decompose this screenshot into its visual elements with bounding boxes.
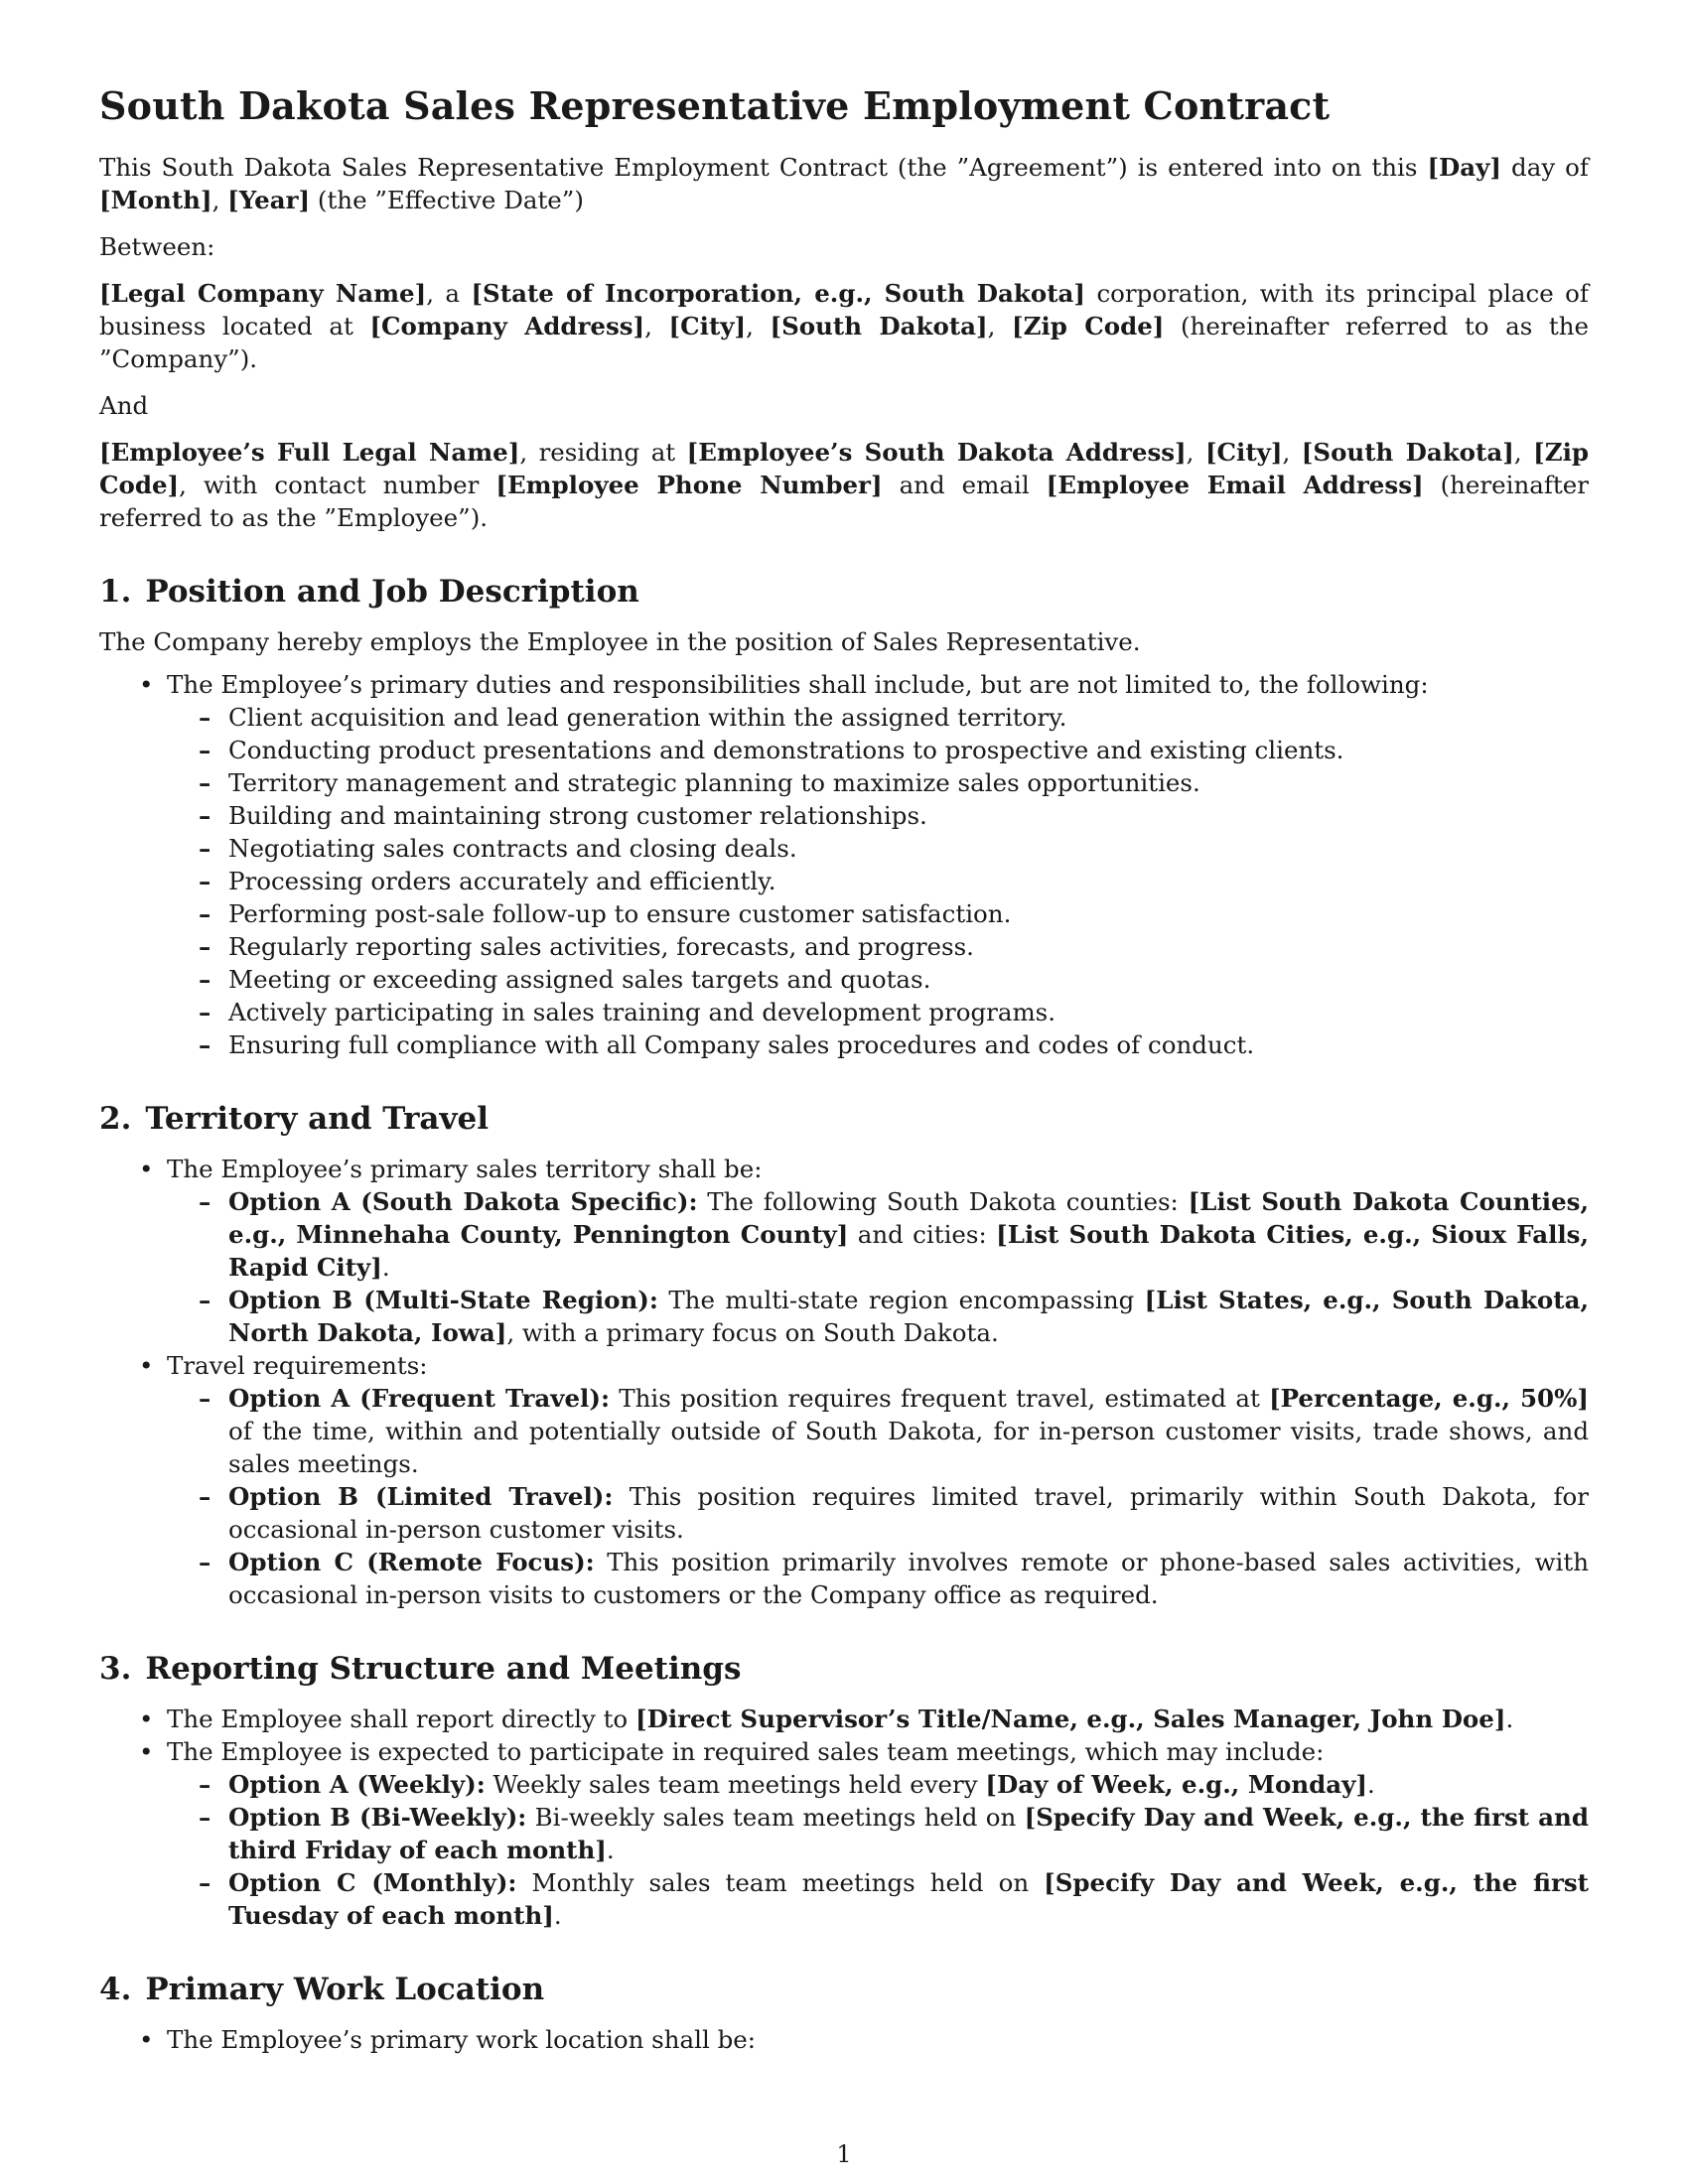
meeting-options bbox=[167, 1768, 1589, 1932]
section-title: Primary Work Location bbox=[145, 1972, 545, 2007]
employee-text: , bbox=[1282, 438, 1302, 467]
meeting-option-a bbox=[167, 1768, 1589, 1801]
company-city-placeholder: [City] bbox=[668, 312, 747, 341]
option-text: . bbox=[606, 1836, 615, 1864]
section-number: 4. bbox=[99, 1972, 132, 2007]
list-item bbox=[99, 1153, 1589, 1349]
intro-text: day of bbox=[1501, 153, 1589, 182]
option-text: Monthly sales team meetings held on bbox=[516, 1868, 1045, 1897]
section-title: Position and Job Description bbox=[145, 574, 639, 610]
option-label: Option A (Weekly): bbox=[228, 1770, 486, 1799]
intro-text: , bbox=[211, 186, 228, 214]
employee-text: , bbox=[1186, 438, 1205, 467]
list-item: • The Employee’s primary work location shall be: bbox=[99, 2023, 1589, 2056]
employee-phone-placeholder: [Employee Phone Number] bbox=[495, 471, 883, 499]
duty-item: – Meeting or exceeding assigned sales targets and quotas. bbox=[167, 963, 1589, 996]
duty-item: – Performing post-sale follow-up to ensure customer satisfaction. bbox=[167, 897, 1589, 930]
list-item-text: The Employee’s primary duties and responsibilities shall include, but are not limited to, the following: bbox=[167, 670, 1429, 699]
option-text: This position requires limited travel, primarily within South Dakota, for occasional in-person customer visits. bbox=[228, 1482, 1590, 1544]
employee-state-placeholder: [South Dakota] bbox=[1301, 438, 1514, 467]
duties-list bbox=[167, 701, 1589, 1061]
travel-option-b bbox=[167, 1480, 1589, 1546]
option-text: This position requires frequent travel, estimated at bbox=[610, 1384, 1270, 1413]
day-placeholder: [Day] bbox=[1427, 153, 1502, 182]
list-item-text: . bbox=[1505, 1705, 1514, 1733]
section-number: 1. bbox=[99, 574, 132, 610]
employee-text: and email bbox=[882, 471, 1047, 499]
year-placeholder: [Year] bbox=[227, 186, 311, 214]
intro-text: This South Dakota Sales Representative Employment Contract (the ”Agreement”) is entered into on this bbox=[99, 153, 1428, 182]
option-text: This position primarily involves remote or phone-based sales activities, with occasional in-person visits to customers or the Company office as required. bbox=[228, 1548, 1589, 1609]
document-title: South Dakota Sales Representative Employment Contract bbox=[99, 83, 1331, 128]
employee-address-placeholder: [Employee’s South Dakota Address] bbox=[686, 438, 1187, 467]
section-heading-position bbox=[99, 572, 1589, 612]
travel-option-c bbox=[167, 1546, 1589, 1611]
option-label: Option B (Limited Travel): bbox=[228, 1482, 614, 1511]
option-label: Option A (Frequent Travel): bbox=[228, 1384, 610, 1413]
option-label: Option C (Remote Focus): bbox=[228, 1548, 595, 1576]
day-of-week-placeholder: [Day of Week, e.g., Monday] bbox=[985, 1770, 1367, 1799]
list-item bbox=[99, 1349, 1589, 1611]
list-item bbox=[99, 668, 1589, 1061]
option-label: Option A (South Dakota Specific): bbox=[228, 1187, 698, 1216]
option-text: Weekly sales team meetings held every bbox=[485, 1770, 986, 1799]
territory-option-b bbox=[167, 1284, 1589, 1349]
list-item bbox=[99, 1735, 1589, 1932]
intro-paragraph bbox=[99, 151, 1589, 216]
employee-paragraph bbox=[99, 436, 1589, 534]
company-name-placeholder: [Legal Company Name] bbox=[99, 279, 427, 308]
territory-option-a bbox=[167, 1185, 1589, 1284]
option-text: . bbox=[553, 1901, 562, 1930]
section-title: Territory and Travel bbox=[145, 1101, 490, 1137]
section-heading-location bbox=[99, 1970, 1589, 2009]
state-placeholder: [State of Incorporation, e.g., South Dakota] bbox=[471, 279, 1086, 308]
company-state-placeholder: [South Dakota] bbox=[770, 312, 988, 341]
employee-email-placeholder: [Employee Email Address] bbox=[1046, 471, 1424, 499]
option-label: Option B (Bi-Weekly): bbox=[228, 1803, 527, 1832]
cities-placeholder: [List South Dakota Cities, e.g., Sioux Falls, Rapid City] bbox=[228, 1220, 1590, 1282]
travel-option-a bbox=[167, 1382, 1589, 1480]
list-item-text: Travel requirements: bbox=[167, 1351, 428, 1380]
territory-list bbox=[99, 1153, 1589, 1611]
option-text: The multi-state region encompassing bbox=[657, 1286, 1145, 1314]
company-text: , bbox=[987, 312, 1012, 341]
position-intro: The Company hereby employs the Employee in the position of Sales Representative. bbox=[99, 627, 1141, 656]
day-week-placeholder: [Specify Day and Week, e.g., the first Tuesday of each month] bbox=[228, 1868, 1589, 1930]
option-text: and cities: bbox=[848, 1220, 997, 1249]
document-page bbox=[99, 83, 1589, 2056]
duty-item: – Negotiating sales contracts and closing deals. bbox=[167, 832, 1589, 865]
reporting-list bbox=[99, 1703, 1589, 1932]
duty-item: – Conducting product presentations and demonstrations to prospective and existing clients. bbox=[167, 734, 1589, 766]
location-list bbox=[99, 2023, 1589, 2056]
list-item bbox=[99, 1703, 1589, 1735]
company-text: corporation, with its principal place of business located at bbox=[99, 279, 1589, 341]
section-heading-territory bbox=[99, 1099, 1589, 1139]
meeting-option-c bbox=[167, 1866, 1589, 1932]
month-placeholder: [Month] bbox=[99, 186, 212, 214]
section-heading-reporting bbox=[99, 1649, 1589, 1689]
duty-item: – Actively participating in sales training and development programs. bbox=[167, 996, 1589, 1028]
employee-zip-placeholder: [Zip Code] bbox=[99, 438, 1590, 499]
duty-item: – Client acquisition and lead generation within the assigned territory. bbox=[167, 701, 1589, 734]
option-text: of the time, within and potentially outside of South Dakota, for in-person customer visits, trade shows, and sales meetings. bbox=[228, 1417, 1589, 1478]
and-label: And bbox=[99, 391, 149, 420]
duty-item: – Processing orders accurately and efficiently. bbox=[167, 865, 1589, 897]
list-item-text: The Employee is expected to participate in required sales team meetings, which may include: bbox=[167, 1737, 1325, 1766]
employee-city-placeholder: [City] bbox=[1204, 438, 1283, 467]
duty-item: – Territory management and strategic planning to maximize sales opportunities. bbox=[167, 766, 1589, 799]
travel-options bbox=[167, 1382, 1589, 1611]
section-number: 2. bbox=[99, 1101, 132, 1137]
intro-text: (the ”Effective Date”) bbox=[310, 186, 584, 214]
option-label: Option C (Monthly): bbox=[228, 1868, 517, 1897]
employee-text: (hereinafter referred to as the ”Employee”). bbox=[99, 471, 1589, 532]
section-number: 3. bbox=[99, 1651, 132, 1687]
counties-placeholder: [List South Dakota Counties, e.g., Minnehaha County, Pennington County] bbox=[228, 1187, 1589, 1249]
option-text: Bi-weekly sales team meetings held on bbox=[526, 1803, 1025, 1832]
company-address-placeholder: [Company Address] bbox=[369, 312, 645, 341]
company-text: , bbox=[746, 312, 771, 341]
option-text: . bbox=[381, 1253, 390, 1282]
section-title: Reporting Structure and Meetings bbox=[145, 1651, 742, 1687]
company-paragraph bbox=[99, 277, 1589, 375]
duty-item: – Ensuring full compliance with all Company sales procedures and codes of conduct. bbox=[167, 1028, 1589, 1061]
list-item-text: The Employee’s primary sales territory shall be: bbox=[167, 1155, 763, 1183]
option-label: Option B (Multi-State Region): bbox=[228, 1286, 658, 1314]
territory-options bbox=[167, 1185, 1589, 1349]
company-text: (hereinafter referred to as the ”Company”). bbox=[99, 312, 1590, 373]
position-list bbox=[99, 668, 1589, 1061]
employee-text: , residing at bbox=[519, 438, 687, 467]
supervisor-placeholder: [Direct Supervisor’s Title/Name, e.g., Sales Manager, John Doe] bbox=[634, 1705, 1506, 1733]
states-placeholder: [List States, e.g., South Dakota, North Dakota, Iowa] bbox=[228, 1286, 1589, 1347]
employee-text: , with contact number bbox=[179, 471, 496, 499]
day-week-placeholder: [Specify Day and Week, e.g., the first and third Friday of each month] bbox=[228, 1803, 1589, 1864]
between-label: Between: bbox=[99, 232, 215, 261]
duty-item: – Building and maintaining strong customer relationships. bbox=[167, 799, 1589, 832]
company-text: , bbox=[644, 312, 669, 341]
page-number: 1 bbox=[836, 2140, 852, 2168]
option-text: . bbox=[1366, 1770, 1375, 1799]
meeting-option-b bbox=[167, 1801, 1589, 1866]
option-text: The following South Dakota counties: bbox=[697, 1187, 1189, 1216]
duty-item: – Regularly reporting sales activities, forecasts, and progress. bbox=[167, 930, 1589, 963]
list-item-text: The Employee shall report directly to bbox=[167, 1705, 635, 1733]
employee-name-placeholder: [Employee’s Full Legal Name] bbox=[99, 438, 520, 467]
company-zip-placeholder: [Zip Code] bbox=[1012, 312, 1165, 341]
company-text: , a bbox=[426, 279, 472, 308]
option-text: , with a primary focus on South Dakota. bbox=[506, 1318, 999, 1347]
employee-text: , bbox=[1513, 438, 1534, 467]
percentage-placeholder: [Percentage, e.g., 50%] bbox=[1269, 1384, 1589, 1413]
